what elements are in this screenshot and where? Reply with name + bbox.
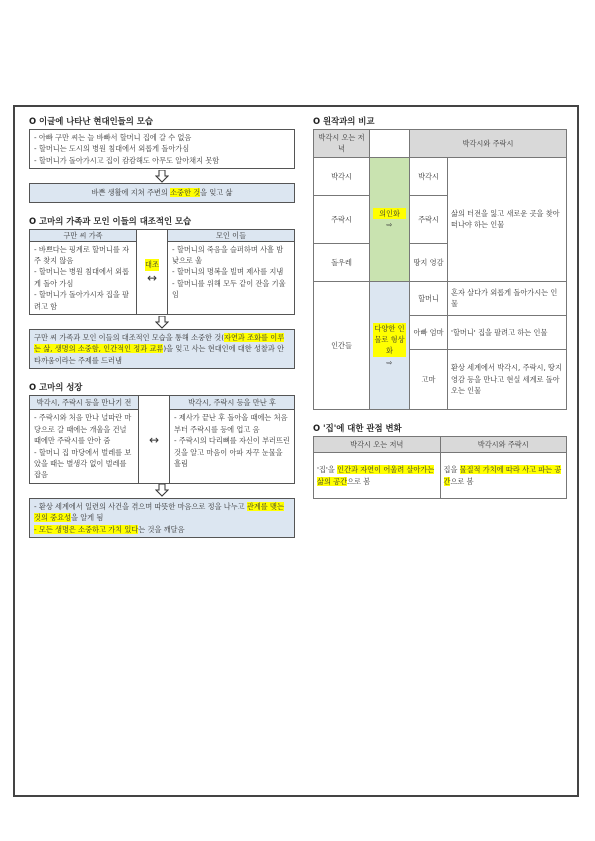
table-cell: 인간들 — [314, 281, 370, 409]
left-list — [30, 242, 136, 314]
section1-item: - 할머니가 돌아가시고 집이 캄캄해도 아무도 알아채지 못함 — [34, 155, 220, 165]
section3-compare — [29, 395, 295, 483]
section1-summary — [29, 183, 295, 202]
embodiment-cell — [370, 281, 410, 409]
list-item: - 할머니 집 마당에서 벌레를 보았을 때는 별생각 없이 벌레를 잡음 — [34, 447, 132, 480]
summary-highlight: 자연과 조화를 이루는 삶, 생명의 소중함, 인간적인 정과 교류 — [34, 333, 285, 354]
summary-text: - 환상 세계에서 일련의 사건을 겪으며 따뜻한 마음으로 정을 나누고 — [34, 501, 247, 511]
left-header: 구만 씨 가족 — [30, 230, 136, 242]
table-header: 박각시 오는 저녁 — [314, 130, 370, 158]
right-column — [313, 115, 567, 499]
section4-title: O 원작과의 비교 — [313, 116, 375, 126]
right-arrow-icon: ⇨ — [386, 220, 393, 230]
list-item: - 주락시와 처음 만나 널따란 마당으로 갈 때에는 개울을 건널 때에만 주락시를 안아 줌 — [34, 413, 132, 446]
down-arrow-icon — [29, 484, 295, 498]
personification-cell — [370, 157, 410, 281]
table-cell: 주락시 — [314, 195, 370, 243]
right-header: 박각시, 주락시 등을 만난 후 — [170, 396, 294, 410]
table-cell-desc: 삶의 터전을 잃고 새로운 곳을 찾아 떠나야 하는 인물 — [448, 157, 567, 281]
cell-text: 집을 — [443, 465, 460, 475]
section3-title: O 고마의 성장 — [29, 382, 83, 393]
list-item: - 할머니를 위해 모두 같이 잔을 기울임 — [172, 278, 286, 300]
summary-line — [34, 501, 290, 524]
table-cell: 땅지 영감 — [410, 243, 448, 281]
section1-list — [29, 129, 295, 169]
cell-text: 으로 봄 — [347, 476, 371, 486]
table-cell — [440, 453, 567, 499]
list-item: - 바쁘다는 핑계로 할머니를 자주 찾지 않음 — [34, 244, 130, 266]
right-panel — [167, 230, 294, 314]
list-item: - 제사가 끝난 후 돌아올 때에는 처음부터 주락시를 등에 업고 옴 — [174, 413, 288, 434]
right-header: 모인 이들 — [168, 230, 294, 242]
left-panel — [30, 230, 137, 314]
summary-text: 는 것을 깨달음 — [138, 524, 185, 534]
comparison-table — [313, 129, 567, 410]
section1-item: - 할머니는 도시의 병원 침대에서 외롭게 돌아가심 — [34, 144, 190, 154]
list-item: - 주락시의 다리뼈를 자신이 부러뜨린 것을 알고 마음이 아파 자꾸 눈물을 흘림 — [174, 436, 290, 468]
center-panel — [139, 396, 169, 482]
cell-text: 으로 봄 — [450, 476, 474, 486]
table-cell: 박각시 — [314, 157, 370, 195]
page-frame — [13, 105, 579, 797]
cell-highlight: 물질적 가치에 따라 사고 파는 공간 — [443, 465, 562, 486]
table-cell: 주락시 — [410, 195, 448, 243]
table-cell-desc: 환상 세계에서 박각시, 주락시, 땅지 영감 등을 만나고 현실 세계로 돌아오는 인물 — [448, 349, 567, 409]
summary-text: )을 잊고 사는 현대인에 대한 성찰과 안타까움이라는 주제를 드러냄 — [34, 344, 285, 365]
summary-text: 을 잊고 삶 — [200, 188, 233, 198]
left-list — [30, 410, 138, 482]
table-cell: 아빠 엄마 — [410, 315, 448, 349]
right-panel — [169, 396, 294, 482]
summary-highlight: 관계를 맺는 것의 중요성 — [34, 501, 284, 523]
embodiment-label: 다양한 인물로 형상화 — [374, 323, 405, 356]
section2-summary — [29, 329, 295, 369]
table-cell-desc: 혼자 살다가 외롭게 돌아가시는 인물 — [448, 281, 567, 315]
center-panel — [137, 230, 167, 314]
table-cell: 고마 — [410, 349, 448, 409]
left-panel — [30, 396, 139, 482]
table-header: 박각시와 주락시 — [440, 436, 567, 452]
right-list — [168, 242, 294, 303]
table-cell: 할머니 — [410, 281, 448, 315]
personification-label: 의인화 — [373, 208, 406, 219]
section2-compare — [29, 229, 295, 315]
summary-highlight: 소중한 것 — [170, 188, 201, 198]
summary-highlight: - 모든 생명은 소중하고 가치 있다 — [34, 524, 139, 534]
cell-text: '집'을 — [317, 465, 338, 475]
section1-item: - 아빠 구만 씨는 늘 바빠서 할머니 집에 갈 수 없음 — [34, 133, 192, 142]
section5-title: O '집'에 대한 관점 변화 — [313, 422, 402, 433]
section2-title: O 고마의 가족과 모인 이들의 대조적인 모습 — [29, 215, 192, 226]
table-cell — [314, 453, 441, 499]
right-list — [170, 410, 294, 471]
table-cell: 돌우레 — [314, 243, 370, 281]
table-header: 박각시 오는 저녁 — [314, 436, 441, 452]
right-arrow-icon: ⇨ — [386, 357, 393, 367]
summary-text: 바쁜 생활에 지쳐 주변의 — [91, 188, 171, 198]
down-arrow-icon — [29, 169, 295, 183]
list-item: - 할머니는 병원 침대에서 외롭게 돌아 가심 — [34, 267, 130, 288]
left-column — [29, 115, 295, 538]
table-cell: 박각시 — [410, 157, 448, 195]
section1-title: O 이글에 나타난 현대인들의 모습 — [29, 116, 153, 126]
table-header: 박각시와 주락시 — [410, 130, 567, 158]
house-view-table — [313, 436, 567, 499]
section3-summary — [29, 498, 295, 538]
summary-text: 을 알게 됨 — [71, 513, 104, 523]
table-cell-desc: '할머니' 집을 팔려고 하는 인물 — [448, 315, 567, 349]
list-item: - 할머니가 돌아가시자 집을 팔려고 함 — [34, 290, 130, 311]
summary-line — [34, 524, 290, 535]
double-arrow-icon: ↔ — [146, 270, 158, 285]
down-arrow-icon — [29, 315, 295, 329]
summary-text: 구만 씨 가족과 모인 이들의 대조적인 모습을 통해 소중한 것( — [34, 333, 225, 343]
contrast-label: 대조 — [145, 260, 159, 270]
double-arrow-icon: ↔ — [148, 432, 160, 447]
table-header-empty — [370, 130, 410, 158]
cell-highlight: 인간과 자연이 어울려 살아가는 삶의 공간 — [317, 465, 435, 486]
list-item: - 할머니의 죽음을 슬퍼하며 사흘 밤낮으로 울 — [172, 244, 284, 266]
list-item: - 할머니의 명복을 빌며 제사를 지냄 — [172, 267, 284, 277]
left-header: 박각시, 주락시 등을 만나기 전 — [30, 396, 138, 410]
